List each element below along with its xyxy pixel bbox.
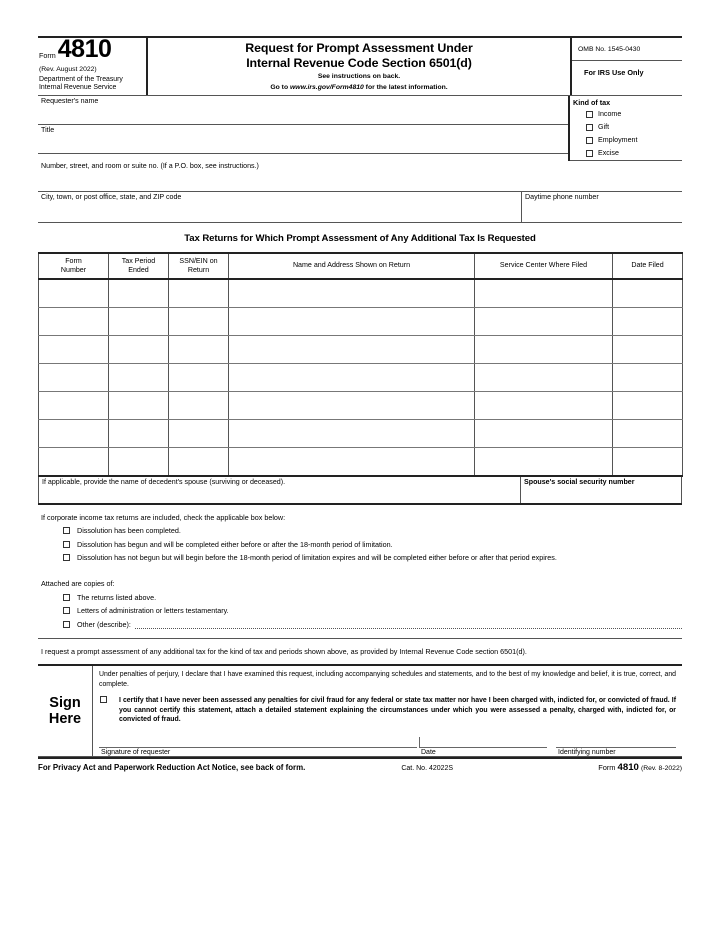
kind-of-tax-option-excise[interactable] [570,147,682,160]
dissolution-option-begun[interactable] [41,538,682,552]
form-header [38,36,682,96]
omb-number: OMB No. 1545-0430 [572,38,682,61]
checkbox-icon[interactable] [63,607,70,614]
cell-form-number[interactable] [39,307,109,335]
certification-statement: I certify that I have never been assessed any penalties for civil fraud for any federal or state tax matter nor have I been charged with, indicted for, or convicted of fraud. If you cannot certify this statement, attach a detailed statement explaining the circumstances under which you were assessed a penalty, charged with, indicted for, or convicted of fraud. [119,697,676,724]
daytime-phone-field[interactable] [521,192,682,222]
cell-tax-period-ended[interactable] [109,391,169,419]
column-header-ssn-ein [169,253,229,279]
requester-fields-left [38,96,570,161]
department-line-1: Department of the Treasury [39,75,123,83]
request-statement: I request a prompt assessment of any additional tax for the kind of tax and periods shown above, as provided by Internal Revenue Code section 6501(d). [41,647,527,657]
kind-of-tax-label: Kind of tax [573,97,611,107]
spouse-name-field[interactable] [38,477,521,503]
cell-name-address[interactable] [229,279,475,308]
privacy-act-notice: For Privacy Act and Paperwork Reduction Act Notice, see back of form. [38,763,306,773]
cell-name-address[interactable] [229,363,475,391]
checkbox-icon[interactable] [63,594,70,601]
corporate-dissolution-intro: If corporate income tax returns are included, check the applicable box below: [41,512,286,522]
requester-name-label: Requester's name [41,96,99,105]
table-row[interactable] [39,419,683,447]
cell-ssn-ein[interactable] [169,307,229,335]
checkbox-icon[interactable] [63,554,70,561]
cell-ssn-ein[interactable] [169,391,229,419]
cell-date-filed[interactable] [613,335,683,363]
form-word-label: Form [39,50,56,60]
table-body [39,279,683,476]
checkbox-icon[interactable] [586,137,593,144]
cell-service-center[interactable] [475,279,613,308]
cell-form-number[interactable] [39,279,109,308]
requester-name-field[interactable] [38,96,568,125]
date-rule [419,747,547,748]
cell-date-filed[interactable] [613,363,683,391]
signature-date-label: Date [421,749,436,757]
attached-copies-intro: Attached are copies of: [41,579,115,589]
catalog-number: Cat. No. 42022S [401,765,454,773]
cell-service-center[interactable] [475,335,613,363]
city-state-zip-value [38,202,521,203]
cell-tax-period-ended[interactable] [109,447,169,476]
cell-ssn-ein[interactable] [169,363,229,391]
cell-form-number[interactable] [39,391,109,419]
cell-date-filed[interactable] [613,447,683,476]
spouse-ssn-label: Spouse's social security number [524,477,635,486]
cell-date-filed[interactable] [613,391,683,419]
cell-tax-period-ended[interactable] [109,279,169,308]
signature-of-requester-field[interactable] [99,747,417,756]
tax-returns-table [38,252,683,477]
dissolution-option-label: Dissolution has been completed. [77,526,181,536]
spouse-name-label: If applicable, provide the name of decedent's spouse (surviving or deceased). [42,477,286,486]
department-name [39,76,142,93]
cell-form-number[interactable] [39,447,109,476]
table-row[interactable] [39,279,683,308]
attached-option-label: The returns listed above. [77,592,157,602]
identifying-number-field[interactable] [556,747,676,756]
column-header-line-1: Form [65,256,82,265]
requester-title-value [38,135,568,136]
column-header-line-2: Number [60,265,87,274]
daytime-phone-value [522,202,682,203]
sign-here-text [49,695,81,727]
kind-of-tax-option-label: Income [598,110,622,119]
omb-block [570,38,682,95]
cell-name-address[interactable] [229,335,475,363]
spouse-name-value [39,487,520,488]
column-header-form-number [39,253,109,279]
column-header-line-1: SSN/EIN on [179,256,218,265]
identifying-number-label: Identifying number [558,749,616,757]
checkbox-icon[interactable] [586,124,593,131]
checkbox-icon[interactable] [586,150,593,157]
signature-lines [99,747,676,756]
kind-of-tax-option-label: Employment [598,136,638,145]
irs-form-4810 [38,36,682,773]
street-address-value [38,171,682,172]
kind-of-tax-option-label: Gift [598,123,610,132]
cell-form-number[interactable] [39,335,109,363]
cell-service-center[interactable] [475,391,613,419]
signature-content [93,666,682,756]
requester-name-value [38,106,568,107]
see-instructions-note: See instructions on back. [317,73,401,80]
dissolution-option-not-begun[interactable] [41,552,682,566]
cell-service-center[interactable] [475,307,613,335]
form-number: 4810 [57,35,112,63]
cell-date-filed[interactable] [613,419,683,447]
column-header-line-1: Tax Period [121,256,156,265]
cell-ssn-ein[interactable] [169,447,229,476]
table-row[interactable] [39,363,683,391]
column-header-service-center [475,253,613,279]
dissolution-option-label: Dissolution has begun and will be completed either before or after the 18-month period of limitation. [77,539,393,549]
footer-form-revision: (Rev. 8-2022) [640,765,682,773]
checkbox-icon[interactable] [63,527,70,534]
cell-form-number[interactable] [39,363,109,391]
perjury-statement: Under penalties of perjury, I declare that I have examined this request, including accompanying schedules and statements, and to the best of my knowledge and belief, it is true, correct, and complete. [99,671,676,688]
returns-section-heading: Tax Returns for Which Prompt Assessment of Any Additional Tax Is Requested [184,232,536,244]
form-footer [38,757,682,773]
city-state-zip-label: City, town, or post office, state, and ZIP code [41,192,182,201]
footer-form-number: 4810 [617,762,639,774]
cell-ssn-ein[interactable] [169,279,229,308]
column-header-line-2: Ended [128,265,149,274]
form-title-line-1: Request for Prompt Assessment Under [245,41,473,55]
form-title-line-2: Internal Revenue Code Section 6501(d) [246,55,472,70]
sign-here-marker [38,666,93,756]
cell-tax-period-ended[interactable] [109,363,169,391]
form-revision-date: (Rev. August 2022) [39,65,97,73]
goto-suffix: for the latest information. [363,84,448,91]
street-address-field[interactable] [38,161,682,192]
goto-prefix: Go to [270,84,290,91]
sign-here-line-1: Sign [49,695,81,712]
form-identity-block [38,35,148,95]
cell-tax-period-ended[interactable] [109,307,169,335]
column-header-name-address [229,253,475,279]
dissolution-option-completed[interactable] [41,525,682,539]
table-row[interactable] [39,447,683,476]
cell-tax-period-ended[interactable] [109,335,169,363]
cell-ssn-ein[interactable] [169,335,229,363]
cell-date-filed[interactable] [613,307,683,335]
table-row[interactable] [39,335,683,363]
column-header-line-2: Return [187,265,210,274]
dissolution-option-label: Dissolution has not begun but will begin before the 18-month period of limitation expires and will be completed either before or after that period expires. [77,553,557,563]
cell-service-center[interactable] [475,419,613,447]
table-row[interactable] [39,391,683,419]
kind-of-tax-option-employment[interactable] [570,134,682,147]
requester-and-tax-kind [38,96,682,161]
requester-title-label: Title [41,125,55,134]
checkbox-icon[interactable] [100,696,107,703]
signature-date-field[interactable] [419,747,547,756]
footer-form-word: Form [598,763,616,773]
attached-option-returns[interactable] [41,591,682,605]
cell-name-address[interactable] [229,419,475,447]
attached-option-label: Other (describe): [77,619,131,629]
table-header-row [39,253,683,279]
goto-url-note [152,83,566,92]
cell-name-address[interactable] [229,307,475,335]
attached-copies-block [38,571,682,639]
cell-service-center[interactable] [475,447,613,476]
cell-form-number[interactable] [39,419,109,447]
kind-of-tax-option-income[interactable] [570,108,682,121]
attached-option-other[interactable] [41,618,682,632]
for-irs-use-only-label: For IRS Use Only [584,68,644,77]
cell-ssn-ein[interactable] [169,419,229,447]
cell-tax-period-ended[interactable] [109,419,169,447]
city-state-zip-field[interactable] [38,192,521,222]
kind-of-tax-block [570,96,682,161]
footer-form-identity [598,762,682,773]
attached-option-label: Letters of administration or letters testamentary. [77,606,229,616]
kind-of-tax-option-label: Excise [598,149,619,158]
cell-name-address[interactable] [229,447,475,476]
corporate-dissolution-block [38,505,682,572]
spouse-row [38,477,682,505]
goto-url: www.irs.gov/Form4810 [290,84,364,91]
checkbox-icon[interactable] [63,621,70,628]
column-header-line-1: Date Filed [631,261,664,270]
checkbox-icon[interactable] [586,111,593,118]
column-header-tax-period-ended [109,253,169,279]
checkbox-icon[interactable] [63,541,70,548]
column-header-line-1: Name and Address Shown on Return [292,261,411,270]
kind-of-tax-option-gift[interactable] [570,121,682,134]
signature-block [38,664,682,757]
attached-option-letters[interactable] [41,605,682,619]
signature-of-requester-label: Signature of requester [101,749,171,757]
column-header-date-filed [613,253,683,279]
cell-date-filed[interactable] [613,279,683,308]
certification-row[interactable] [99,696,676,725]
department-line-2: Internal Revenue Service [39,84,117,92]
daytime-phone-label: Daytime phone number [525,192,599,201]
column-header-line-1: Service Center Where Filed [499,261,588,270]
spouse-ssn-field[interactable] [521,477,682,503]
other-describe-input[interactable] [135,620,682,629]
table-row[interactable] [39,307,683,335]
cell-name-address[interactable] [229,391,475,419]
city-and-phone-row [38,192,682,223]
cell-service-center[interactable] [475,363,613,391]
street-address-label: Number, street, and room or suite no. (If a P.O. box, see instructions.) [41,161,259,170]
sign-here-line-2: Here [48,711,82,728]
spouse-ssn-value [521,487,681,488]
form-number-line [39,35,142,63]
requester-title-field[interactable] [38,125,568,154]
form-title-block [148,38,570,95]
